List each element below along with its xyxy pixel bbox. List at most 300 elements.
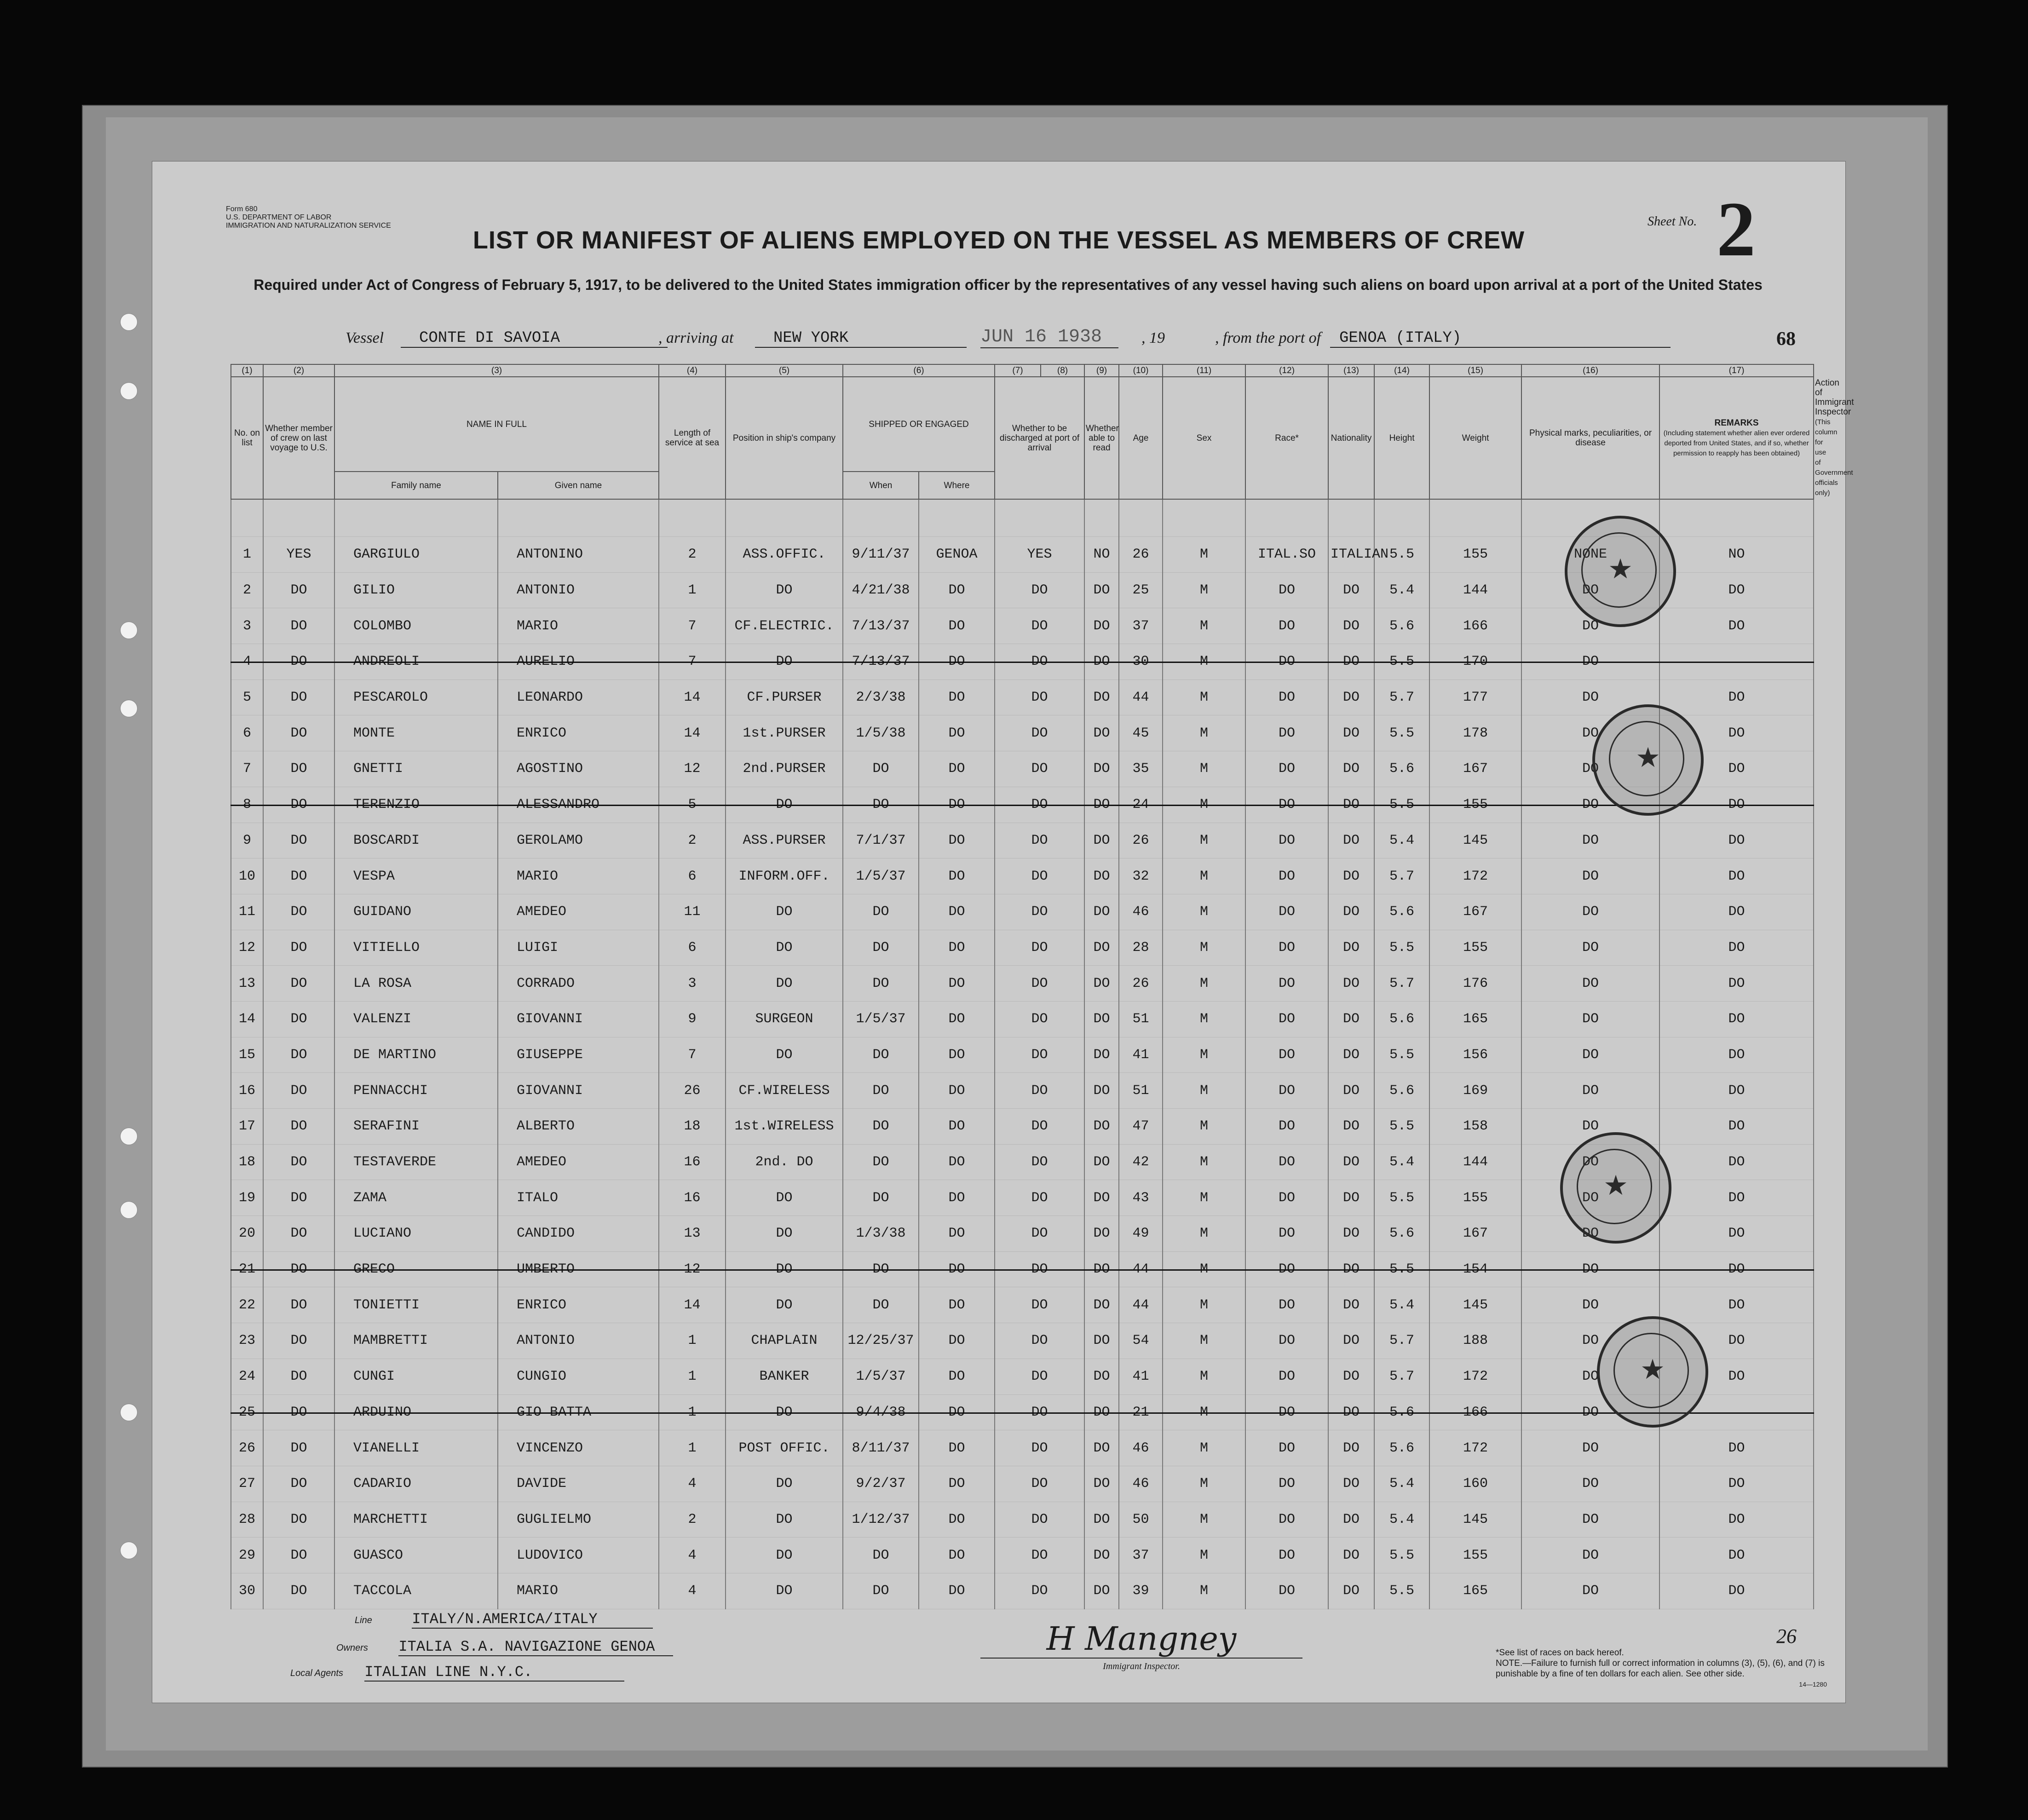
cell-read: DO [1084,680,1119,715]
sheet-label: Sheet No. [1648,214,1697,229]
cell-weight: 155 [1429,1180,1521,1216]
cell-sex: M [1163,644,1245,680]
cell-when: 12/25/37 [843,1323,919,1359]
cell-position: DO [726,1180,843,1216]
remarks-title: REMARKS [1714,418,1759,428]
cell-when: 1/12/37 [843,1502,919,1538]
cell-where: DO [919,1037,995,1073]
cell-position: POST OFFIC. [726,1430,843,1466]
table-row [231,1430,1814,1466]
table-row [231,1323,1814,1359]
vessel-label: Vessel [346,329,384,346]
cell-sex: M [1163,823,1245,858]
cell-given: MARIO [498,1573,659,1609]
cell-family: COLOMBO [334,608,498,644]
footer-line [355,1611,653,1628]
cell-weight: 165 [1429,1573,1521,1609]
cell-position: 1st.WIRELESS [726,1109,843,1145]
cell-age: 28 [1119,930,1163,966]
cell-weight: 169 [1429,1073,1521,1109]
col-num: (4) [659,364,726,377]
table-row [231,894,1814,930]
header-remarks [1659,377,1814,499]
cell-when: 9/2/37 [843,1466,919,1502]
cell-height: 5.5 [1374,1109,1429,1145]
cell-age: 24 [1119,787,1163,823]
cell-age: 47 [1119,1109,1163,1145]
cell-nationality: DO [1328,930,1374,966]
cell-age: 44 [1119,1251,1163,1287]
cell-when: DO [843,787,919,823]
cell-race: DO [1245,608,1328,644]
cell-remarks: DO [1659,715,1814,751]
cell-remarks: DO [1659,1538,1814,1573]
cell-sex: M [1163,1001,1245,1037]
cell-length: 18 [659,1109,726,1145]
cell-race: DO [1245,572,1328,608]
agents-value: ITALIAN LINE N.Y.C. [364,1664,624,1682]
cell-height: 5.6 [1374,1073,1429,1109]
cell-discharged: DO [995,894,1084,930]
cell-family: BOSCARDI [334,823,498,858]
cell-remarks: DO [1659,1216,1814,1252]
cell-height: 5.4 [1374,1466,1429,1502]
cell-race: DO [1245,1180,1328,1216]
cell-race: DO [1245,1001,1328,1037]
cell-when: DO [843,1037,919,1073]
cell-remarks: DO [1659,1573,1814,1609]
cell-weight: 158 [1429,1109,1521,1145]
cell-given: AURELIO [498,644,659,680]
cell-where: DO [919,1466,995,1502]
cell-no: 7 [231,751,263,787]
cell-read: DO [1084,1466,1119,1502]
punch-hole [120,382,138,400]
table-row [231,787,1814,823]
cell-age: 37 [1119,1538,1163,1573]
cell-member: YES [263,537,334,573]
cell-where: DO [919,894,995,930]
line-value: ITALY/N.AMERICA/ITALY [412,1611,652,1629]
cell-no: 10 [231,858,263,894]
cell-no: 25 [231,1394,263,1430]
cell-when: 9/4/38 [843,1394,919,1430]
cell-position: CF.ELECTRIC. [726,608,843,644]
cell-discharged: DO [995,1466,1084,1502]
cell-height: 5.6 [1374,751,1429,787]
cell-position: DO [726,1502,843,1538]
table-row [231,966,1814,1002]
cell-nationality: DO [1328,787,1374,823]
cell-physical: DO [1521,858,1659,894]
agents-label: Local Agents [290,1668,343,1678]
cell-discharged: DO [995,608,1084,644]
cell-position: DO [726,572,843,608]
cell-no: 11 [231,894,263,930]
cell-read: DO [1084,787,1119,823]
cell-where: DO [919,715,995,751]
cell-height: 5.4 [1374,1287,1429,1323]
cell-when: 1/5/37 [843,1001,919,1037]
cell-no: 24 [231,1359,263,1394]
cell-height: 5.6 [1374,608,1429,644]
cell-nationality: DO [1328,680,1374,715]
cell-member: DO [263,1394,334,1430]
cell-discharged: YES [995,537,1084,573]
cell-read: DO [1084,1394,1119,1430]
col-num: (8) [1041,364,1084,377]
sheet-number: 2 [1717,186,1756,272]
cell-length: 6 [659,930,726,966]
cell-read: DO [1084,1573,1119,1609]
cell-weight: 155 [1429,537,1521,573]
cell-weight: 155 [1429,930,1521,966]
cell-where: DO [919,1287,995,1323]
cell-where: DO [919,1502,995,1538]
arrival-date-stamp: JUN 16 1938 [980,327,1118,348]
cell-where: DO [919,1394,995,1430]
col-num: (14) [1374,364,1429,377]
cell-race: DO [1245,1538,1328,1573]
action-title: Action of Immigrant Inspector [1815,378,1854,417]
header-nationality: Nationality [1328,377,1374,499]
cell-weight: 167 [1429,1216,1521,1252]
cell-length: 7 [659,608,726,644]
cell-family: GARGIULO [334,537,498,573]
departure-port: GENOA (ITALY) [1330,329,1671,348]
cell-nationality: DO [1328,894,1374,930]
cell-race: ITAL.SO [1245,537,1328,573]
cell-family: GILIO [334,572,498,608]
cell-family: TERENZIO [334,787,498,823]
footer-agents [290,1664,624,1681]
cell-family: ZAMA [334,1180,498,1216]
cell-length: 3 [659,966,726,1002]
cell-sex: M [1163,858,1245,894]
cell-sex: M [1163,1573,1245,1609]
owners-label: Owners [336,1643,368,1653]
cell-weight: 167 [1429,894,1521,930]
table-row [231,751,1814,787]
cell-discharged: DO [995,1573,1084,1609]
cell-position: DO [726,1573,843,1609]
cell-race: DO [1245,930,1328,966]
cell-age: 44 [1119,680,1163,715]
cell-physical: DO [1521,930,1659,966]
cell-family: TESTAVERDE [334,1144,498,1180]
cell-height: 5.4 [1374,823,1429,858]
cell-given: GIUSEPPE [498,1037,659,1073]
cell-race: DO [1245,1037,1328,1073]
cell-no: 16 [231,1073,263,1109]
cell-race: DO [1245,751,1328,787]
header-discharged: Whether to be discharged at port of arrival [995,377,1084,499]
cell-given: LEONARDO [498,680,659,715]
cell-race: DO [1245,680,1328,715]
cell-where: DO [919,858,995,894]
cell-physical: DO [1521,1502,1659,1538]
cell-given: MARIO [498,858,659,894]
cell-remarks: DO [1659,572,1814,608]
inspector-signature-block [980,1620,1302,1672]
cell-when: 1/5/37 [843,858,919,894]
col-num: (6) [843,364,995,377]
cell-read: DO [1084,1109,1119,1145]
cell-remarks: DO [1659,966,1814,1002]
cell-family: TACCOLA [334,1573,498,1609]
form-id: Form 680 U.S. DEPARTMENT OF LABOR IMMIGRATION AND NATURALIZATION SERVICE [226,205,391,230]
cell-remarks: DO [1659,1144,1814,1180]
cell-physical: DO [1521,644,1659,680]
cell-remarks: DO [1659,1466,1814,1502]
cell-member: DO [263,1502,334,1538]
cell-no: 19 [231,1180,263,1216]
cell-position: DO [726,930,843,966]
cell-discharged: DO [995,858,1084,894]
cell-length: 12 [659,751,726,787]
cell-race: DO [1245,966,1328,1002]
cell-family: GRECO [334,1251,498,1287]
cell-physical: DO [1521,572,1659,608]
cell-length: 4 [659,1466,726,1502]
cell-sex: M [1163,572,1245,608]
cell-length: 2 [659,1502,726,1538]
col-num: (11) [1163,364,1245,377]
cell-height: 5.4 [1374,1502,1429,1538]
cell-height: 5.5 [1374,1037,1429,1073]
cell-read: DO [1084,966,1119,1002]
cell-given: CANDIDO [498,1216,659,1252]
cell-weight: 145 [1429,1287,1521,1323]
col-num: (10) [1119,364,1163,377]
cell-where: DO [919,1216,995,1252]
cell-age: 49 [1119,1216,1163,1252]
cell-read: DO [1084,1538,1119,1573]
cell-physical: DO [1521,1538,1659,1573]
table-row [231,715,1814,751]
cell-when: 7/1/37 [843,823,919,858]
cell-sex: M [1163,966,1245,1002]
cell-nationality: DO [1328,966,1374,1002]
cell-height: 5.6 [1374,1216,1429,1252]
header-position: Position in ship's company [726,377,843,499]
cell-physical: DO [1521,1394,1659,1430]
cell-nationality: DO [1328,1144,1374,1180]
cell-race: DO [1245,1251,1328,1287]
cell-member: DO [263,930,334,966]
cell-height: 5.5 [1374,1573,1429,1609]
consulate-stamp [1597,1316,1708,1428]
cell-physical: DO [1521,1180,1659,1216]
cell-where: DO [919,680,995,715]
col-num: (2) [263,364,334,377]
cell-age: 45 [1119,715,1163,751]
cell-length: 5 [659,787,726,823]
cell-read: DO [1084,1144,1119,1180]
cell-sex: M [1163,715,1245,751]
cell-member: DO [263,966,334,1002]
cell-read: NO [1084,537,1119,573]
cell-nationality: DO [1328,644,1374,680]
cell-family: SERAFINI [334,1109,498,1145]
cell-race: DO [1245,1359,1328,1394]
cell-remarks: DO [1659,1287,1814,1323]
cell-member: DO [263,1538,334,1573]
cell-where: DO [919,1323,995,1359]
cell-sex: M [1163,1180,1245,1216]
cell-discharged: DO [995,680,1084,715]
cell-position: CHAPLAIN [726,1323,843,1359]
cell-member: DO [263,1287,334,1323]
cell-sex: M [1163,537,1245,573]
cell-height: 5.7 [1374,858,1429,894]
cell-when: DO [843,894,919,930]
table-row [231,1251,1814,1287]
cell-given: ANTONINO [498,537,659,573]
cell-race: DO [1245,1466,1328,1502]
header-when: When [843,472,919,499]
cell-member: DO [263,1216,334,1252]
header-able-read: Whether able to read [1084,377,1119,499]
cell-weight: 155 [1429,1538,1521,1573]
consulate-stamp [1565,516,1676,627]
cell-given: GIO BATTA [498,1394,659,1430]
cell-length: 14 [659,680,726,715]
cell-where: DO [919,572,995,608]
cell-nationality: DO [1328,751,1374,787]
cell-discharged: DO [995,715,1084,751]
cell-physical: DO [1521,1144,1659,1180]
cell-read: DO [1084,1037,1119,1073]
cell-discharged: DO [995,1109,1084,1145]
cell-discharged: DO [995,1323,1084,1359]
cell-when: DO [843,1251,919,1287]
cell-age: 44 [1119,1287,1163,1323]
cell-read: DO [1084,894,1119,930]
cell-read: DO [1084,644,1119,680]
punch-hole [120,1404,138,1421]
table-row [231,608,1814,644]
cell-family: GUASCO [334,1538,498,1573]
cell-no: 5 [231,680,263,715]
cell-given: AGOSTINO [498,751,659,787]
cell-no: 3 [231,608,263,644]
cell-where: DO [919,787,995,823]
cell-discharged: DO [995,1394,1084,1430]
header-height: Height [1374,377,1429,499]
crew-table-body [231,499,1814,1609]
cell-race: DO [1245,1287,1328,1323]
cell-no: 30 [231,1573,263,1609]
cell-no: 6 [231,715,263,751]
cell-race: DO [1245,823,1328,858]
cell-nationality: DO [1328,1073,1374,1109]
from-port-label: , from the port of [1215,329,1321,346]
header-where: Where [919,472,995,499]
cell-given: ENRICO [498,715,659,751]
cell-physical: DO [1521,715,1659,751]
cell-remarks: DO [1659,894,1814,930]
cell-age: 43 [1119,1180,1163,1216]
cell-given: AMEDEO [498,1144,659,1180]
cell-no: 28 [231,1502,263,1538]
header-weight: Weight [1429,377,1521,499]
cell-where: DO [919,1430,995,1466]
cell-given: GIOVANNI [498,1073,659,1109]
cell-height: 5.7 [1374,966,1429,1002]
cell-nationality: DO [1328,858,1374,894]
cell-length: 16 [659,1144,726,1180]
cell-nationality: DO [1328,1001,1374,1037]
cell-given: ANTONIO [498,1323,659,1359]
table-row [231,858,1814,894]
cell-nationality: DO [1328,608,1374,644]
cell-sex: M [1163,1037,1245,1073]
cell-length: 4 [659,1573,726,1609]
cell-race: DO [1245,858,1328,894]
page-subtitle: Required under Act of Congress of February 5, 1917, to be delivered to the United States immigration officer by the representatives of any vessel having such aliens on board upon arrival at a port of the United States [254,276,1763,293]
cell-physical: DO [1521,1037,1659,1073]
cell-given: DAVIDE [498,1466,659,1502]
cell-sex: M [1163,1287,1245,1323]
form-small-number: 14—1280 [1799,1681,1827,1688]
cell-member: DO [263,1359,334,1394]
cell-no: 8 [231,787,263,823]
cell-length: 13 [659,1216,726,1252]
cell-read: DO [1084,1001,1119,1037]
col-num: (1) [231,364,263,377]
cell-given: MARIO [498,608,659,644]
cell-weight: 188 [1429,1323,1521,1359]
cell-nationality: DO [1328,1573,1374,1609]
note-races: *See list of races on back hereof. [1496,1648,1624,1658]
cell-discharged: DO [995,930,1084,966]
cell-where: DO [919,608,995,644]
col-num: (15) [1429,364,1521,377]
cell-given: GUGLIELMO [498,1502,659,1538]
table-row [231,1394,1814,1430]
cell-given: ALBERTO [498,1109,659,1145]
cell-member: DO [263,608,334,644]
cell-nationality: DO [1328,1287,1374,1323]
punch-hole [120,1542,138,1559]
cell-height: 5.4 [1374,1144,1429,1180]
punch-hole [120,1201,138,1219]
cell-age: 35 [1119,751,1163,787]
cell-family: ARDUINO [334,1394,498,1430]
cell-read: DO [1084,572,1119,608]
cell-when: 8/11/37 [843,1430,919,1466]
cell-position: CF.WIRELESS [726,1073,843,1109]
cell-where: DO [919,1109,995,1145]
owners-value: ITALIA S.A. NAVIGAZIONE GENOA [398,1638,673,1656]
footer-notes [1496,1647,1827,1690]
cell-given: UMBERTO [498,1251,659,1287]
cell-height: 5.6 [1374,1430,1429,1466]
cell-no: 4 [231,644,263,680]
cell-given: CUNGIO [498,1359,659,1394]
cell-length: 14 [659,715,726,751]
col-num: (13) [1328,364,1374,377]
cell-discharged: DO [995,1216,1084,1252]
cell-weight: 156 [1429,1037,1521,1073]
consulate-stamp [1560,1132,1671,1244]
cell-where: DO [919,823,995,858]
cell-sex: M [1163,1359,1245,1394]
cell-member: DO [263,1573,334,1609]
table-row [231,1466,1814,1502]
cell-remarks [1659,644,1814,680]
